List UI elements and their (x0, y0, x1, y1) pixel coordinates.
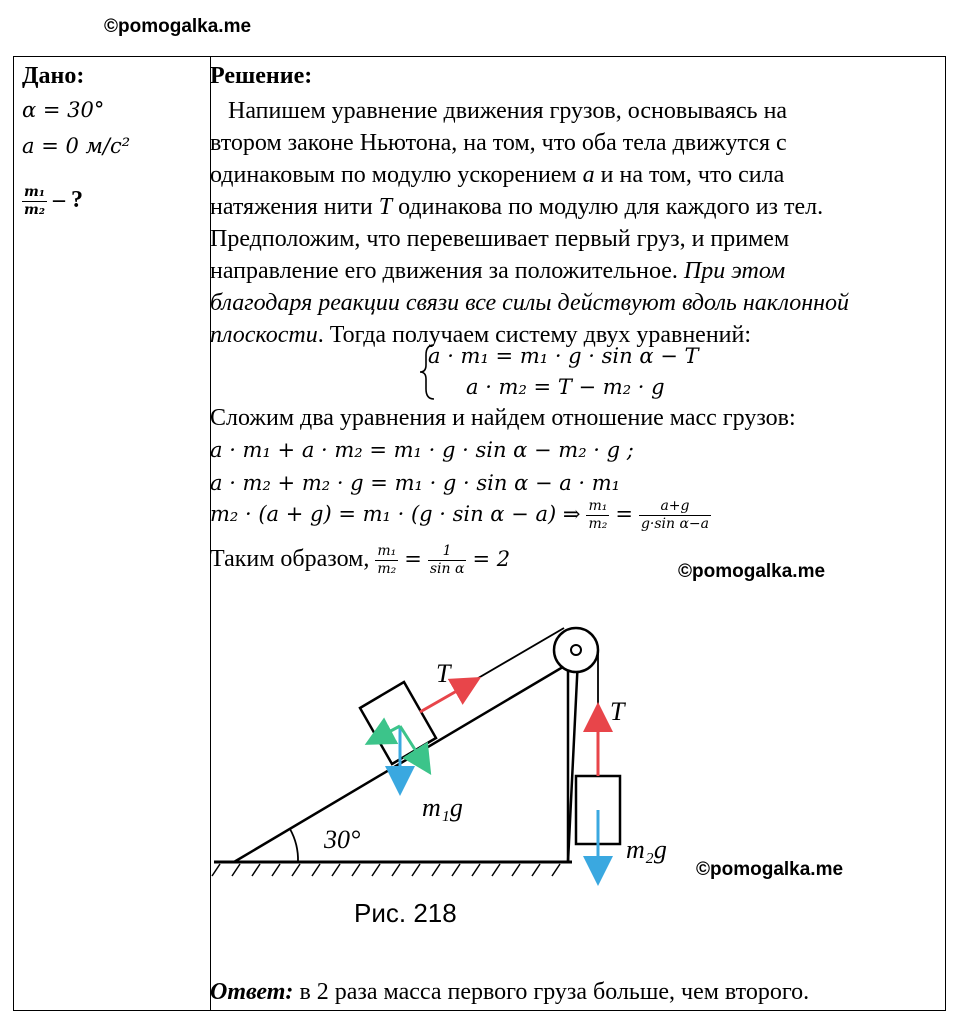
watermark-top: ©pomogalka.me (104, 16, 252, 37)
solution-para-line-2: втором законе Ньютона, на том, что оба тела движутся с (210, 130, 787, 156)
ratio-fraction-right: $\frac{a+g}{\text{g·sin α−a}}$ (640, 498, 710, 532)
equation-rearranged: a · m₂ + m₂ · g = m₁ · g · sin α − a · m₁ (210, 471, 621, 495)
solution-para-line-5: Предположим, что перевешивает первый груз, и примем (210, 226, 790, 252)
label-gravity-2: m₂g (626, 835, 667, 864)
figure-caption: Рис. 218 (354, 898, 457, 928)
solution-para-line-9: Сложим два уравнения и найдем отношение масс грузов: (210, 405, 796, 431)
ratio-fraction-left: $\frac{\text{m₁}}{\text{m₂}}$ (588, 498, 608, 532)
given-acceleration: a = 0 м/с² (22, 134, 131, 158)
angle-arc (290, 829, 298, 862)
given-column (22, 63, 202, 219)
find-suffix: – ? (52, 187, 83, 214)
conclusion-fraction-right: $\frac{1}{\text{sin α}}$ (429, 543, 465, 577)
conclusion-line: Таким образом, $\frac{\text{m₁}}{\text{m₂}}$ = $\frac{1}{\text{sin α}}$ = 2 (210, 543, 511, 577)
system-equation-1: a · m₁ = m₁ · g · sin α − T (428, 344, 699, 368)
find-fraction: $\frac{\text{m₁}}{\text{m₂}}$ (24, 184, 45, 218)
equation-ratio: m₂ · (a + g) = m₁ · (g · sin α − a) ⇒ $\frac{\text{m₁}}{\text{m₂}}$ = $\frac{a+g}{\text{g·sin α−a}}$ (210, 498, 710, 532)
given-find (22, 184, 202, 219)
answer-line (210, 979, 809, 1006)
watermark-bottom: ©pomogalka.me (696, 859, 844, 880)
answer-label: Ответ: (210, 979, 294, 1005)
label-tension-2: T (610, 697, 625, 726)
given-title: Дано: (22, 63, 85, 89)
solution-para-line-6: направление его движения за положительное. При этом (210, 258, 786, 284)
figure-incline-pulley (200, 600, 900, 940)
solution-para-line-7: благодаря реакции связи все силы действуют вдоль наклонной (210, 290, 850, 316)
solution-para-line-4: натяжения нити T одинакова по модулю для каждого из тел. (210, 194, 824, 220)
solution-title: Решение: (210, 63, 313, 89)
ground-hatching (212, 864, 560, 876)
solution-para-line-1: Напишем уравнение движения грузов, основываясь на (228, 98, 788, 124)
label-tension-1: T (436, 659, 451, 688)
pulley-axle (571, 645, 581, 655)
solution-para-line-8: плоскости. Тогда получаем систему двух уравнений: (210, 322, 752, 348)
solution-para-line-3: одинаковым по модулю ускорением a и на том, что сила (210, 162, 785, 188)
given-alpha: α = 30° (22, 98, 105, 122)
watermark-mid: ©pomogalka.me (678, 561, 826, 582)
conclusion-fraction-left: $\frac{\text{m₁}}{\text{m₂}}$ (377, 543, 397, 577)
label-gravity-1: m₁g (422, 793, 463, 822)
answer-text: в 2 раза масса первого груза больше, чем второго. (293, 979, 810, 1005)
system-equation-2: a · m₂ = T − m₂ · g (466, 375, 665, 399)
angle-label: 30° (324, 825, 361, 854)
equation-sum: a · m₁ + a · m₂ = m₁ · g · sin α − m₂ · g ; (210, 438, 634, 462)
block-1 (360, 682, 436, 764)
